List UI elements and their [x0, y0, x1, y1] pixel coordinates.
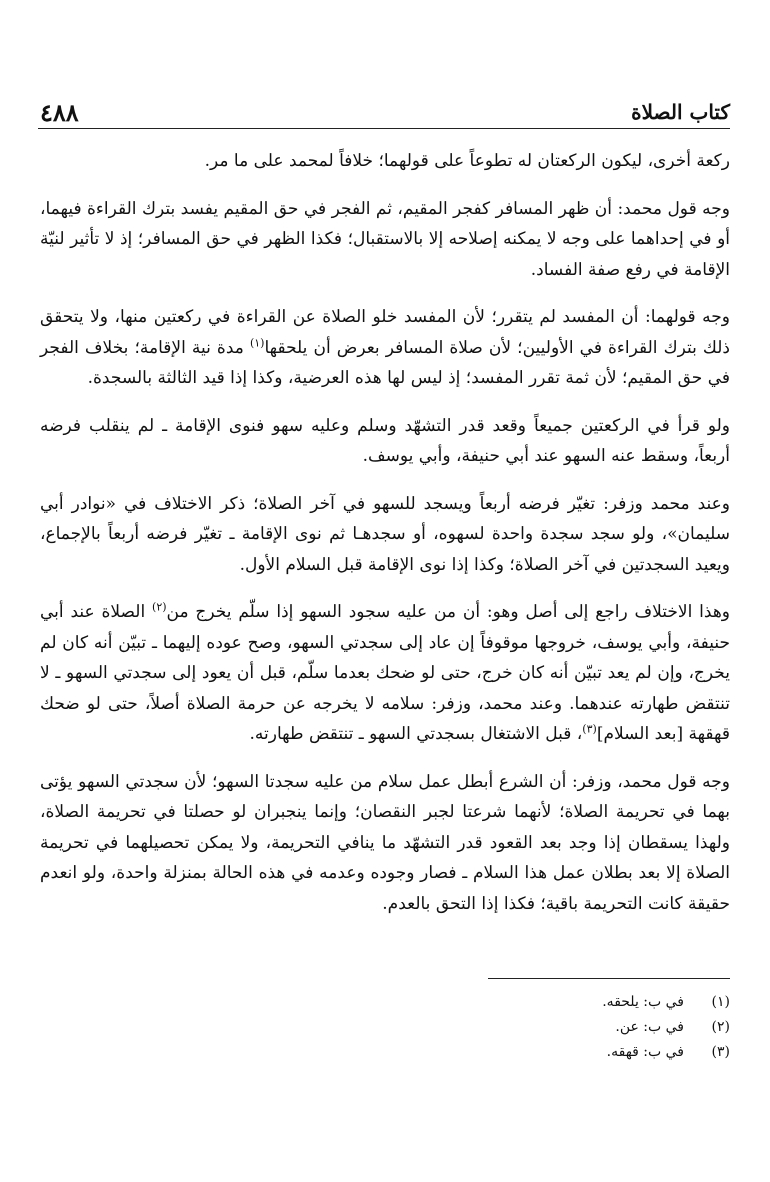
paragraph-text: وهذا الاختلاف راجع إلى أصل وهو: أن من عليه سجود السهو إذا سلّم يخرج من [166, 602, 730, 622]
footnote-rule [488, 978, 730, 979]
footnote-ref-2: (٢) [152, 600, 167, 614]
page-header [40, 96, 730, 136]
footnote-text: في ب: عن. [615, 1019, 684, 1035]
paragraph-1 [40, 146, 730, 177]
footnote-number: (١) [711, 994, 730, 1010]
paragraph-text: وعند محمد وزفر: تغيّر فرضه أربعاً ويسجد للسهو في آخر الصلاة؛ ذكر الاختلاف في «نوادر أبي سليمان»، ولو سجد سجدة واحدة لسهوه، أو سجدهـا ثم نوى الإقامة ـ تغيّر فرضه أربعاً بالإجماع، ويعيد السجدتين في آخر الصلاة؛ وكذا إذا نوى الإقامة قبل السلام الأول. [40, 493, 730, 575]
footnote-text: في ب: يلحقه. [602, 994, 684, 1010]
paragraph-4 [40, 411, 730, 472]
paragraph-text: الصلاة عند أبي حنيفة، وأبي يوسف، خروجها موقوفاً إن عاد إلى سجدتي السهو، وصح عوده إليهما ـ تبيّن أنه كان لم يخرج، وإن لم يعد تبيّن أنه كان خرج، حتى لو ضحك بعدما سلّم، قبل أن يعود إلى سجدتي السهو ـ لا تنتقض طهارته عندهما. وعند محمد، وزفر: سلامه لا يخرجه عن حرمة الصلاة أصلاً، حتى لو ضحك قهقهة [بعد السلام] [40, 602, 730, 744]
paragraph-text: مدة نية الإقامة؛ بخلاف الفجر في حق المقيم؛ لأن ثمة تقرر المفسد؛ إذ ليس لها هذه العرضية، وكذا إذا قيد الثالثة بالسجدة. [40, 337, 730, 388]
paragraph-text: وجه قولهما: أن المفسد لم يتقرر؛ لأن المفسد خلو الصلاة عن القراءة في ركعتين منها، ولا يتحقق ذلك بترك القراءة في الأوليين؛ لأن صلاة المسافر بعرض أن يلحقها [40, 307, 730, 358]
main-text [40, 146, 730, 936]
page-number: ٤٨٨ [40, 98, 79, 127]
paragraph-3 [40, 302, 730, 394]
footnote-ref-3: (٣) [582, 722, 597, 736]
running-title: كتاب الصلاة [631, 100, 730, 124]
paragraph-text: وجه قول محمد، وزفر: أن الشرع أبطل عمل سلام من عليه سجدتا السهو؛ لأن سجدتي السهو يؤتى بهما في تحريمة الصلاة؛ لأنهما شرعتا لجبر النقصان؛ وإنما ينجبران لو حصلتا في تحريمة الصلاة، ولهذا يسقطان إذا وجد بعد القعود قدر التشهّد ما ينافي التحريمة، ولا يمكن تحصيلهما في تحريمة الصلاة إلا بعد بطلان عمل هذا السلام ـ فصار وجوده وعدمه في هذه الحالة بمنزلة واحدة، ولو انعدم حقيقة كانت التحريمة باقية؛ فكذا إذا التحق بالعدم. [40, 771, 730, 914]
footnotes [40, 990, 730, 1065]
footnote-1 [40, 990, 730, 1015]
header-rule [38, 128, 730, 129]
paragraph-5 [40, 489, 730, 581]
paragraph-text: ولو قرأ في الركعتين جميعاً وقعد قدر التشهّد وسلم وعليه سهو فنوى الإقامة ـ لم ينقلب فرضه أربعاً، وسقط عنه السهو عند أبي حنيفة، وأبي يوسف. [40, 415, 730, 466]
paragraph-6 [40, 597, 730, 750]
footnote-number: (٢) [711, 1019, 730, 1035]
paragraph-2 [40, 194, 730, 286]
paragraph-7 [40, 767, 730, 920]
footnote-number: (٣) [711, 1044, 730, 1060]
paragraph-text: وجه قول محمد: أن ظهر المسافر كفجر المقيم، ثم الفجر في حق المقيم يفسد بترك القراءة فيهما، أو في إحداهما على وجه لا يمكنه إصلاحه إلا بالاستقبال؛ فكذا الظهر في حق المسافر؛ إذ لا تأثير لنيّة الإقامة في رفع صفة الفساد. [40, 198, 730, 280]
paragraph-text: ركعة أخرى، ليكون الركعتان له تطوعاً على قولهما؛ خلافاً لمحمد على ما مر. [204, 151, 730, 171]
paragraph-text: ، قبل الاشتغال بسجدتي السهو ـ تنتقض طهارته. [249, 724, 583, 744]
footnote-ref-1: (١) [249, 335, 265, 349]
footnote-text: في ب: قهقه. [606, 1044, 684, 1060]
footnote-3 [40, 1040, 730, 1065]
footnote-2 [40, 1015, 730, 1040]
